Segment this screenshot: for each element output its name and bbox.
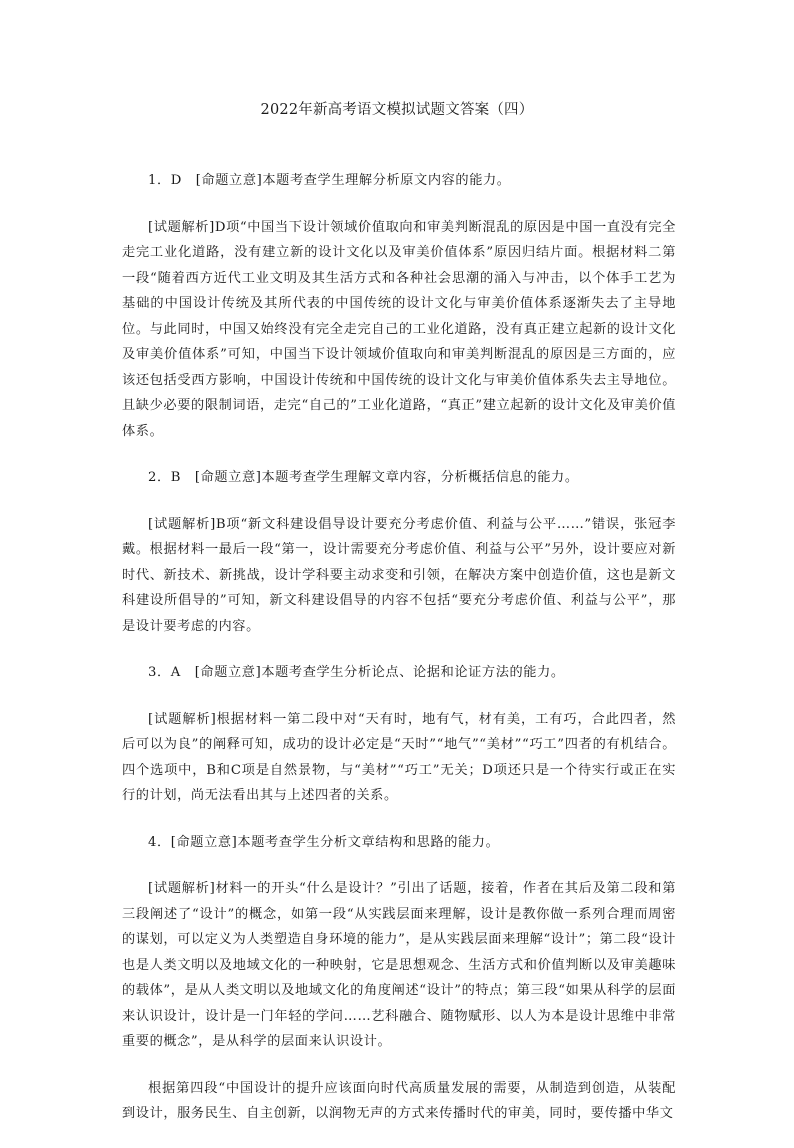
q4-analysis: [试题解析]材料一的开头“什么是设计？”引出了话题，接着，作者在其后及第二段和第三段阐述了“设计”的概念，如第一段“从实践层面来理解，设计是教你做一系列合理而周密的谋划，可以定义为人类塑造自身环境的能力”，是从实践层面来理解“设计”；第二段“设计也是人类文明以及地域文化的一种映射，它是思想观念、生活方式和价值判断以及审美趣味的载体”，是从人类文明以及地域文化的角度阐述“设计”的特点；第三段“如果从科学的层面来认识设计，设计是一门年轻的学问……艺科融合、随物赋形、以人为本是设计思维中非常重要的概念”，是从科学的层面来认识设计。: [122, 881, 676, 1049]
q4-heading: 4．[命题立意]本题考查学生分析文章结构和思路的能力。: [148, 834, 500, 850]
q3-heading: 3．A [命题立意]本题考查学生分析论点、论据和论证方法的能力。: [148, 665, 565, 680]
page-title: 2022年新高考语文模拟试题文答案（四）: [260, 102, 534, 118]
q2-analysis: [试题解析]B项“新文科建设倡导设计要充分考虑价值、利益与公平……”错误，张冠李戴。根据材料一最后一段“第一，设计需要充分考虑价值、利益与公平”另外，设计要应对新时代、新技术、新挑战，设计学科要主动求变和引领，在解决方案中创造价值，这也是新文科建设所倡导的”可知，新文科建设倡导的内容不包括“要充分考虑价值、利益与公平”，那是设计要考虑的内容。: [122, 516, 676, 634]
q2-heading: 2．B [命题立意]本题考查学生理解文章内容，分析概括信息的能力。: [148, 470, 579, 485]
q1-heading: 1．D [命题立意]本题考查学生理解分析原文内容的能力。: [148, 173, 511, 188]
q1-analysis: [试题解析]D项“中国当下设计领域价值取向和审美判断混乱的原因是中国一直没有完全走完工业化道路，没有建立新的设计文化以及审美价值体系”原因归结片面。根据材料二第一段“随着西方近代工业文明及其生活方式和各种社会思潮的涌入与冲击，以个体手工艺为基础的中国设计传统及其所代表的中国传统的设计文化与审美价值体系逐渐失去了主导地位。与此同时，中国又始终没有完全走完自己的工业化道路，没有真正建立起新的设计文化及审美价值体系”可知，中国当下设计领域价值取向和审美判断混乱的原因是三方面的，应该还包括受西方影响，中国设计传统和中国传统的设计文化与审美价值体系失去主导地位。且缺少必要的限制词语，走完“自己的”工业化道路，“真正”建立起新的设计文化及审美价值体系。: [122, 219, 676, 439]
q3-analysis: [试题解析]根据材料一第二段中对“天有时，地有气，材有美，工有巧，合此四者，然后可以为良”的阐释可知，成功的设计必定是“天时”“地气”“美材”“巧工”四者的有机结合。四个选项中，B和C项是自然景物，与“美材”“巧工”无关；D项还只是一个待实行或正在实行的计划，尚无法看出其与上述四者的关系。: [122, 711, 676, 803]
q4-analysis-continued: 根据第四段“中国设计的提升应该面向时代高质量发展的需要，从制造到创造，从装配到设计，服务民生、自主创新，以润物无声的方式来传播时代的审美，同时，要传播中华文: [122, 1080, 676, 1121]
answer-content: [122, 168, 676, 1148]
